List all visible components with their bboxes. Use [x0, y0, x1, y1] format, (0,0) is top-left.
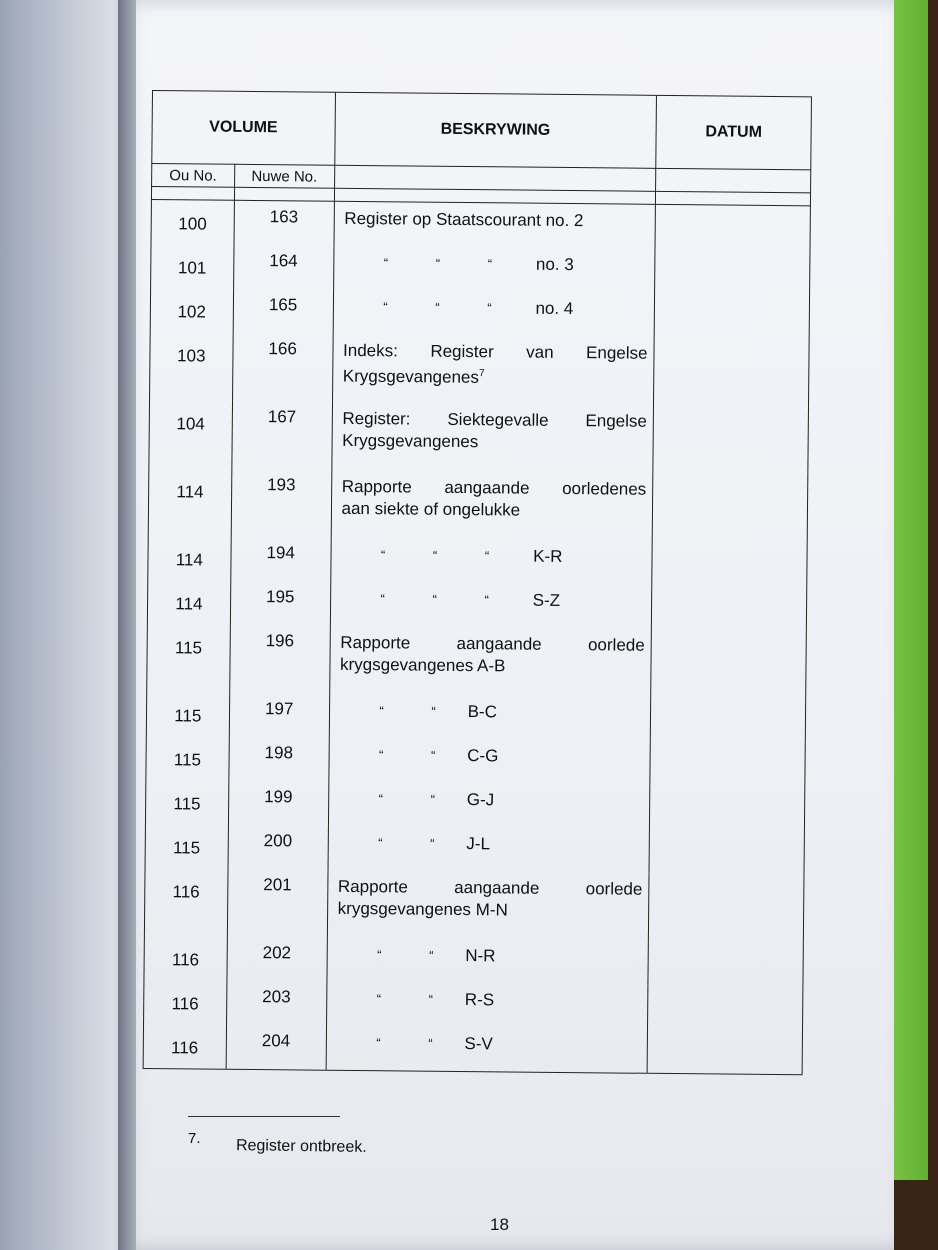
cell-nuwe-no: 201	[227, 868, 328, 937]
description-suffix: S-Z	[532, 590, 561, 610]
description-line-1	[342, 407, 647, 432]
cell-beskrywing	[333, 245, 655, 292]
register-table-container	[143, 90, 812, 1075]
cell-nuwe-no: 202	[227, 936, 327, 981]
cell-beskrywing	[334, 201, 656, 248]
header-beskrywing: BESKRYWING	[334, 92, 656, 168]
ditto-mark: “	[383, 298, 388, 314]
description-suffix: J-L	[466, 833, 491, 853]
table-row	[147, 623, 807, 697]
ditto-mark: “	[380, 590, 385, 606]
footnote-number: 7.	[188, 1130, 201, 1147]
description-word: aangaande	[456, 633, 542, 654]
ditto-mark: “	[430, 835, 435, 851]
table-row	[151, 199, 810, 249]
description-word: Engelse	[585, 342, 648, 363]
cell-beskrywing	[329, 693, 651, 740]
cell-ou-no: 115	[146, 691, 229, 736]
cell-beskrywing	[327, 937, 649, 984]
cell-nuwe-no: 197	[229, 692, 329, 737]
left-page	[0, 0, 132, 1250]
description-word: Rapporte	[340, 632, 411, 653]
cell-ou-no: 101	[151, 243, 234, 288]
description-line-1	[340, 631, 645, 656]
cell-beskrywing	[329, 625, 651, 696]
cell-datum	[648, 872, 804, 941]
description-word: oorledenes	[562, 478, 647, 499]
table-row	[146, 735, 805, 785]
description-suffix: N-R	[465, 945, 496, 965]
table-row	[143, 1023, 802, 1074]
ditto-mark: “	[428, 1035, 433, 1051]
cell-beskrywing	[330, 537, 652, 584]
footnote-text: Register ontbreek.	[235, 1137, 367, 1156]
ditto-mark: “	[430, 747, 436, 763]
page-number: 18	[490, 1215, 509, 1234]
cell-datum	[650, 696, 805, 741]
cell-beskrywing	[326, 1025, 648, 1073]
cell-beskrywing	[328, 825, 650, 872]
description-line-2-text: aan siekte of ongelukke	[341, 498, 521, 520]
cell-datum	[652, 540, 807, 585]
description-line-1	[338, 875, 643, 900]
table-row	[151, 243, 810, 293]
cell-nuwe-no: 164	[233, 244, 333, 289]
cell-nuwe-no: 193	[231, 468, 332, 537]
cell-ou-no: 100	[151, 199, 234, 244]
table-row	[144, 935, 803, 985]
header-nuwe-no: Nuwe No.	[234, 164, 334, 188]
description-word: van	[526, 342, 554, 362]
ditto-mark: “	[379, 702, 384, 718]
ditto-mark: “	[487, 299, 492, 315]
cell-ou-no: 104	[149, 399, 232, 468]
ditto-mark: “	[432, 591, 437, 607]
ditto-mark: “	[487, 255, 493, 271]
table-body	[143, 199, 810, 1074]
description-suffix: G-J	[466, 789, 495, 809]
ditto-mark: “	[376, 1034, 381, 1050]
cell-datum	[650, 740, 805, 785]
cell-ou-no: 116	[144, 979, 227, 1024]
description-word: Siektegevalle	[447, 409, 549, 430]
cell-nuwe-no: 203	[226, 980, 326, 1025]
description-suffix: C-G	[467, 745, 499, 765]
register-table	[143, 90, 812, 1075]
header-datum: DATUM	[656, 95, 812, 169]
cell-nuwe-no: 199	[228, 780, 328, 825]
cell-nuwe-no: 194	[230, 536, 330, 581]
cell-beskrywing	[331, 469, 653, 540]
cell-datum	[649, 828, 804, 873]
cell-beskrywing	[326, 981, 648, 1028]
cell-beskrywing	[328, 737, 650, 784]
cell-ou-no: 102	[150, 287, 233, 332]
cell-ou-no: 116	[143, 1023, 226, 1068]
cell-ou-no: 115	[145, 779, 228, 824]
description-line-2-text: Krygsgevangenes	[342, 430, 479, 451]
cell-ou-no: 114	[148, 467, 231, 536]
description-line-2	[338, 897, 643, 922]
description-suffix: R-S	[464, 989, 495, 1009]
ditto-mark: “	[484, 591, 489, 607]
description-line-1	[343, 339, 648, 364]
description-line-2	[342, 429, 647, 454]
description-word: Indeks:	[343, 340, 398, 360]
cell-beskrywing	[327, 869, 649, 940]
description-word: aangaande	[454, 877, 540, 898]
cell-datum	[654, 336, 810, 405]
description-word: Register	[430, 341, 494, 361]
ditto-mark: “	[430, 791, 436, 807]
cell-ou-no: 114	[148, 535, 231, 580]
description-line-2	[343, 361, 648, 390]
ditto-mark: “	[435, 255, 441, 271]
cell-beskrywing	[328, 781, 650, 828]
table-row	[150, 331, 810, 405]
ditto-mark: “	[378, 746, 384, 762]
table-row	[146, 691, 805, 741]
ditto-mark: “	[378, 834, 383, 850]
cell-ou-no: 103	[150, 331, 233, 400]
cell-beskrywing	[333, 289, 655, 336]
description-line-1	[342, 475, 647, 500]
description-text: Register op Staatscourant no. 2	[344, 208, 584, 231]
ditto-mark: “	[429, 947, 434, 963]
ditto-mark: “	[380, 546, 386, 562]
table-row	[145, 823, 804, 873]
description-suffix: S-V	[464, 1033, 493, 1053]
table-row	[144, 979, 803, 1029]
cell-nuwe-no: 204	[226, 1024, 326, 1069]
cell-nuwe-no: 198	[229, 736, 329, 781]
ditto-mark: “	[376, 990, 382, 1006]
cell-datum	[652, 472, 808, 541]
description-word: aangaande	[444, 477, 530, 498]
header-volume: VOLUME	[152, 91, 335, 166]
ditto-mark: “	[428, 991, 434, 1007]
table-row	[147, 579, 806, 629]
ditto-mark: “	[484, 547, 490, 563]
cell-ou-no: 115	[147, 623, 230, 692]
table-row	[144, 867, 804, 941]
cell-beskrywing	[332, 333, 654, 404]
description-line-2-text: Krygsgevangenes	[342, 366, 480, 387]
table-row	[148, 467, 808, 541]
cell-datum	[655, 248, 810, 293]
cell-datum	[648, 940, 803, 985]
cell-datum	[655, 204, 810, 249]
description-line-2-text: krygsgevangenes M-N	[337, 898, 508, 919]
description-word: Engelse	[585, 410, 647, 431]
cell-beskrywing	[330, 581, 652, 628]
cell-datum	[651, 628, 807, 697]
description-line-2	[341, 497, 646, 522]
cell-ou-no: 116	[144, 867, 227, 936]
cell-datum	[654, 292, 809, 337]
cell-nuwe-no: 195	[230, 580, 330, 625]
cell-datum	[653, 404, 809, 473]
description-line-2	[340, 653, 645, 678]
cell-beskrywing	[331, 401, 653, 472]
ditto-mark: “	[378, 790, 384, 806]
description-word: oorlede	[585, 878, 643, 899]
description-word: Register:	[342, 408, 411, 428]
table-row	[145, 779, 804, 829]
cell-datum	[651, 584, 806, 629]
cell-nuwe-no: 196	[229, 624, 330, 693]
ditto-mark: “	[435, 299, 440, 315]
description-suffix: no. 3	[535, 254, 574, 274]
cell-nuwe-no: 163	[234, 200, 334, 245]
description-suffix: B-C	[467, 701, 498, 721]
description-line-2-text: krygsgevangenes A-B	[339, 654, 506, 675]
description-word: Rapporte	[341, 476, 412, 497]
footnote-reference: 7	[478, 367, 485, 379]
description-word: Rapporte	[337, 876, 408, 896]
footnote-divider	[188, 1116, 340, 1117]
cell-nuwe-no: 165	[233, 288, 333, 333]
cell-nuwe-no: 166	[232, 332, 333, 401]
table-row	[149, 399, 809, 473]
cell-ou-no: 115	[145, 823, 228, 868]
cell-datum	[647, 1028, 802, 1074]
book-gutter	[118, 0, 136, 1250]
cell-datum	[648, 984, 803, 1029]
header-ou-no: Ou No.	[152, 164, 235, 188]
ditto-mark: “	[432, 547, 438, 563]
cell-nuwe-no: 167	[232, 400, 333, 469]
description-word: oorlede	[587, 634, 645, 655]
ditto-mark: “	[383, 254, 389, 270]
ditto-mark: “	[431, 703, 436, 719]
cell-datum	[649, 784, 804, 829]
table-row	[150, 287, 809, 337]
cell-nuwe-no: 200	[228, 824, 328, 869]
description-suffix: no. 4	[535, 298, 574, 318]
table-row	[148, 535, 807, 585]
ditto-mark: “	[377, 946, 382, 962]
cell-ou-no: 114	[147, 579, 230, 624]
description-suffix: K-R	[533, 546, 563, 566]
cell-ou-no: 115	[146, 735, 229, 780]
cell-ou-no: 116	[144, 935, 227, 980]
